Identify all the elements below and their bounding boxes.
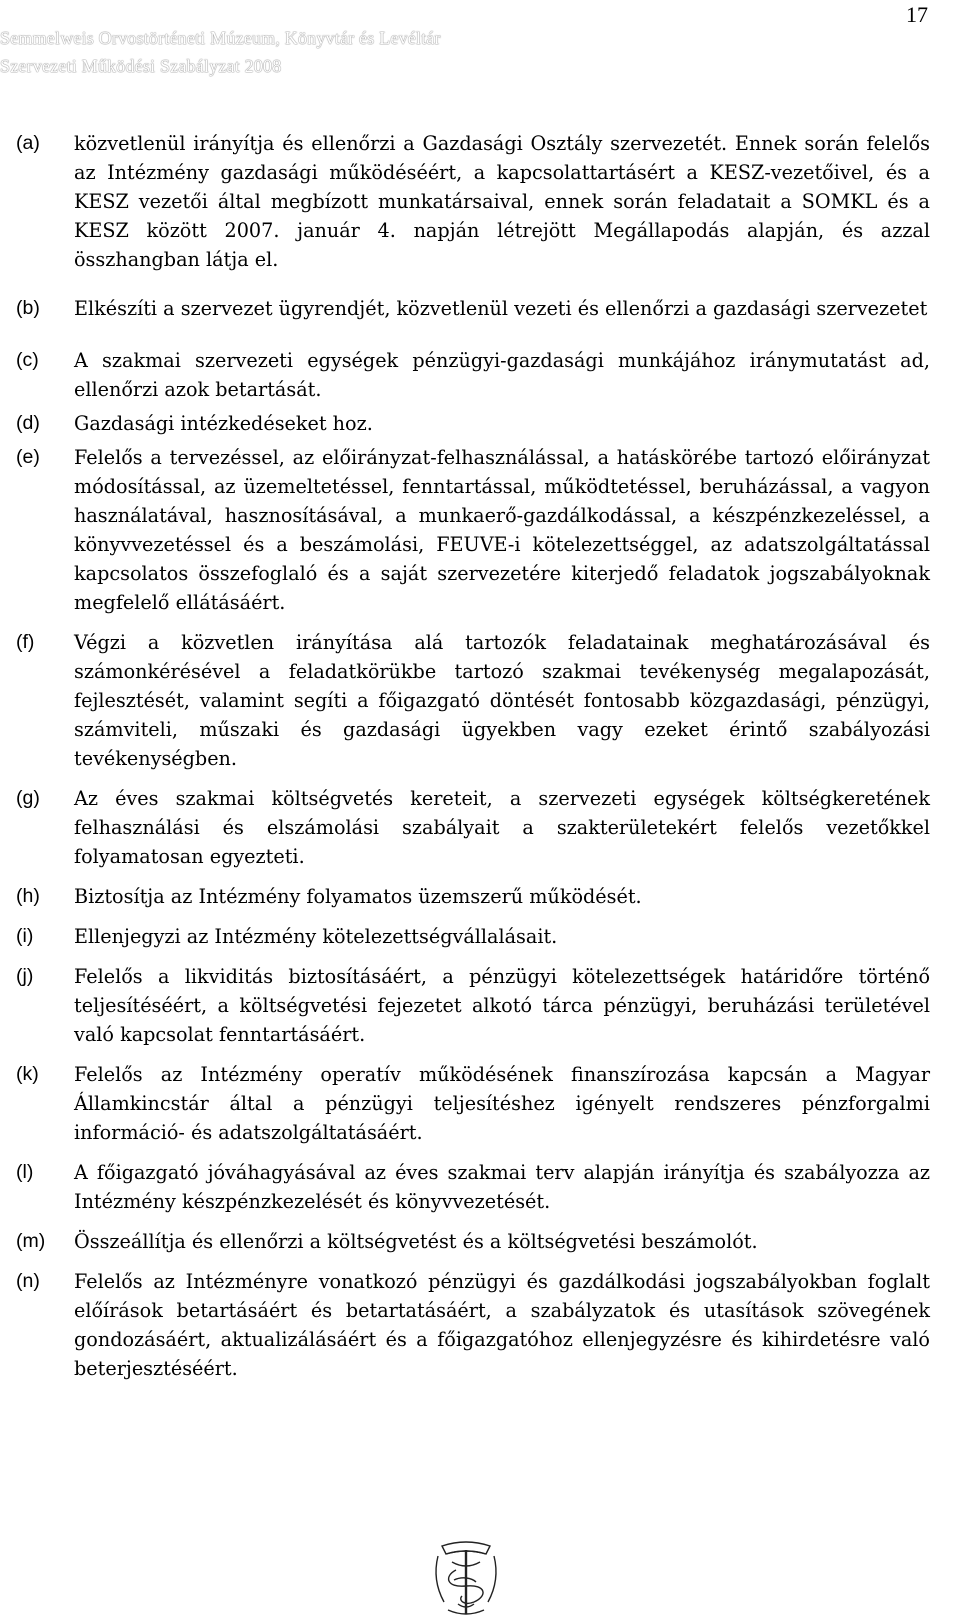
item-label: (k) bbox=[16, 1063, 39, 1085]
item-text: közvetlenül irányítja és ellenőrzi a Gazdasági Osztály szervezetét. Ennek során felelős az Intézmény gazdasági működéséért, a kapcsolattartásért a KESZ-vezetőivel, és a KESZ vezetői által megbízott munkatársaival, ennek során feladatait a SOMKL és a KESZ között 2007. január 4. napján létrejött Megállapodás alapján, és azzal összhangban látja el. bbox=[74, 132, 930, 271]
item-text: Elkészíti a szervezet ügyrendjét, közvetlenül vezeti és ellenőrzi a gazdasági szervezetet bbox=[74, 297, 928, 320]
item-text: Az éves szakmai költségvetés kereteit, a szervezeti egységek költségkeretének felhasználási és elszámolási szabályait a szakterületekért felelős vezetőkkel folyamatosan egyezteti. bbox=[74, 787, 930, 868]
list-item bbox=[0, 922, 960, 951]
item-text: Felelős az Intézmény operatív működésének finanszírozása kapcsán a Magyar Államkincstár által a pénzügyi teljesítéshez igényelt rendszeres pénzforgalmi információ- és adatszolgáltatásáért. bbox=[74, 1063, 930, 1144]
header-institution: Semmelweis Orvostörténeti Múzeum, Könyvtár és Levéltár bbox=[0, 28, 441, 48]
list-item bbox=[0, 1158, 960, 1216]
item-label: (m) bbox=[16, 1230, 46, 1252]
list-item bbox=[0, 443, 960, 617]
item-label: (b) bbox=[16, 297, 40, 319]
item-text: Ellenjegyzi az Intézmény kötelezettségvállalásait. bbox=[74, 925, 558, 948]
list-item bbox=[0, 129, 960, 274]
list-item bbox=[0, 1267, 960, 1383]
item-text: Végzi a közvetlen irányítása alá tartozók feladatainak meghatározásával és számonkérésével a feladatkörükbe tartozó szakmai tevékenység megalapozását, fejlesztését, valamint segíti a főigazgató döntését fontosabb közgazdasági, pénzügyi, számviteli, műszaki és gazdasági ügyekben vagy ezeket érintő szabályozási tevékenységben. bbox=[74, 631, 930, 770]
item-label: (g) bbox=[16, 787, 40, 809]
list-item bbox=[0, 628, 960, 773]
item-label: (f) bbox=[16, 631, 35, 653]
list-item bbox=[0, 784, 960, 871]
item-text: Felelős a tervezéssel, az előirányzat-felhasználással, a hatáskörébe tartozó előirányzat módosítással, az üzemeltetéssel, fenntartással, működtetéssel, beruházással, a vagyon használatával, hasznosításával, a munkaerő-gazdálkodással, a készpénzkezeléssel, a könyvvezetéssel és a beszámolási, FEUVE-i kötelezettséggel, az adatszolgáltatással kapcsolatos összefoglaló és a saját szervezetére kiterjedő feladatok jogszabályoknak megfelelő ellátásáért. bbox=[74, 446, 930, 614]
item-label: (l) bbox=[16, 1161, 34, 1183]
item-text: A szakmai szervezeti egységek pénzügyi-gazdasági munkájához iránymutatást ad, ellenőrzi azok betartását. bbox=[74, 349, 930, 401]
item-text: Biztosítja az Intézmény folyamatos üzemszerű működését. bbox=[74, 885, 642, 908]
item-label: (c) bbox=[16, 349, 39, 371]
item-label: (a) bbox=[16, 132, 40, 154]
duty-list bbox=[0, 129, 960, 1383]
item-label: (j) bbox=[16, 965, 34, 987]
list-item bbox=[0, 409, 960, 438]
list-item bbox=[0, 1227, 960, 1256]
list-item bbox=[0, 882, 960, 911]
item-label: (e) bbox=[16, 446, 40, 468]
item-text: A főigazgató jóváhagyásával az éves szakmai terv alapján irányítja és szabályozza az Intézmény készpénzkezelését és könyvvezetését. bbox=[74, 1161, 930, 1213]
header-document-title: Szervezeti Működési Szabályzat 2008 bbox=[0, 56, 282, 76]
item-text: Felelős a likviditás biztosításáért, a pénzügyi kötelezettségek határidőre történő teljesítéséért, a költségvetési fejezetet alkotó tárca pénzügyi, beruházási területével való kapcsolat fenntartásáért. bbox=[74, 965, 930, 1046]
item-label: (i) bbox=[16, 925, 34, 947]
document-header bbox=[0, 24, 441, 80]
item-text: Összeállítja és ellenőrzi a költségvetést és a költségvetési beszámolót. bbox=[74, 1230, 758, 1253]
item-label: (n) bbox=[16, 1270, 40, 1292]
item-text: Gazdasági intézkedéseket hoz. bbox=[74, 412, 373, 435]
list-item bbox=[0, 294, 960, 323]
museum-emblem-logo bbox=[428, 1540, 504, 1618]
list-item bbox=[0, 962, 960, 1049]
item-label: (h) bbox=[16, 885, 40, 907]
list-item bbox=[0, 1060, 960, 1147]
item-label: (d) bbox=[16, 412, 40, 434]
item-text: Felelős az Intézményre vonatkozó pénzügyi és gazdálkodási jogszabályokban foglalt előírások betartásáért és betartatásáért, a szabályzatok és utasítások szövegének gondozásáért, aktualizálásáért és a főigazgatóhoz ellenjegyzésre és kihirdetésre való beterjesztéséért. bbox=[74, 1270, 930, 1380]
page-number: 17 bbox=[906, 2, 928, 27]
list-item bbox=[0, 346, 960, 404]
